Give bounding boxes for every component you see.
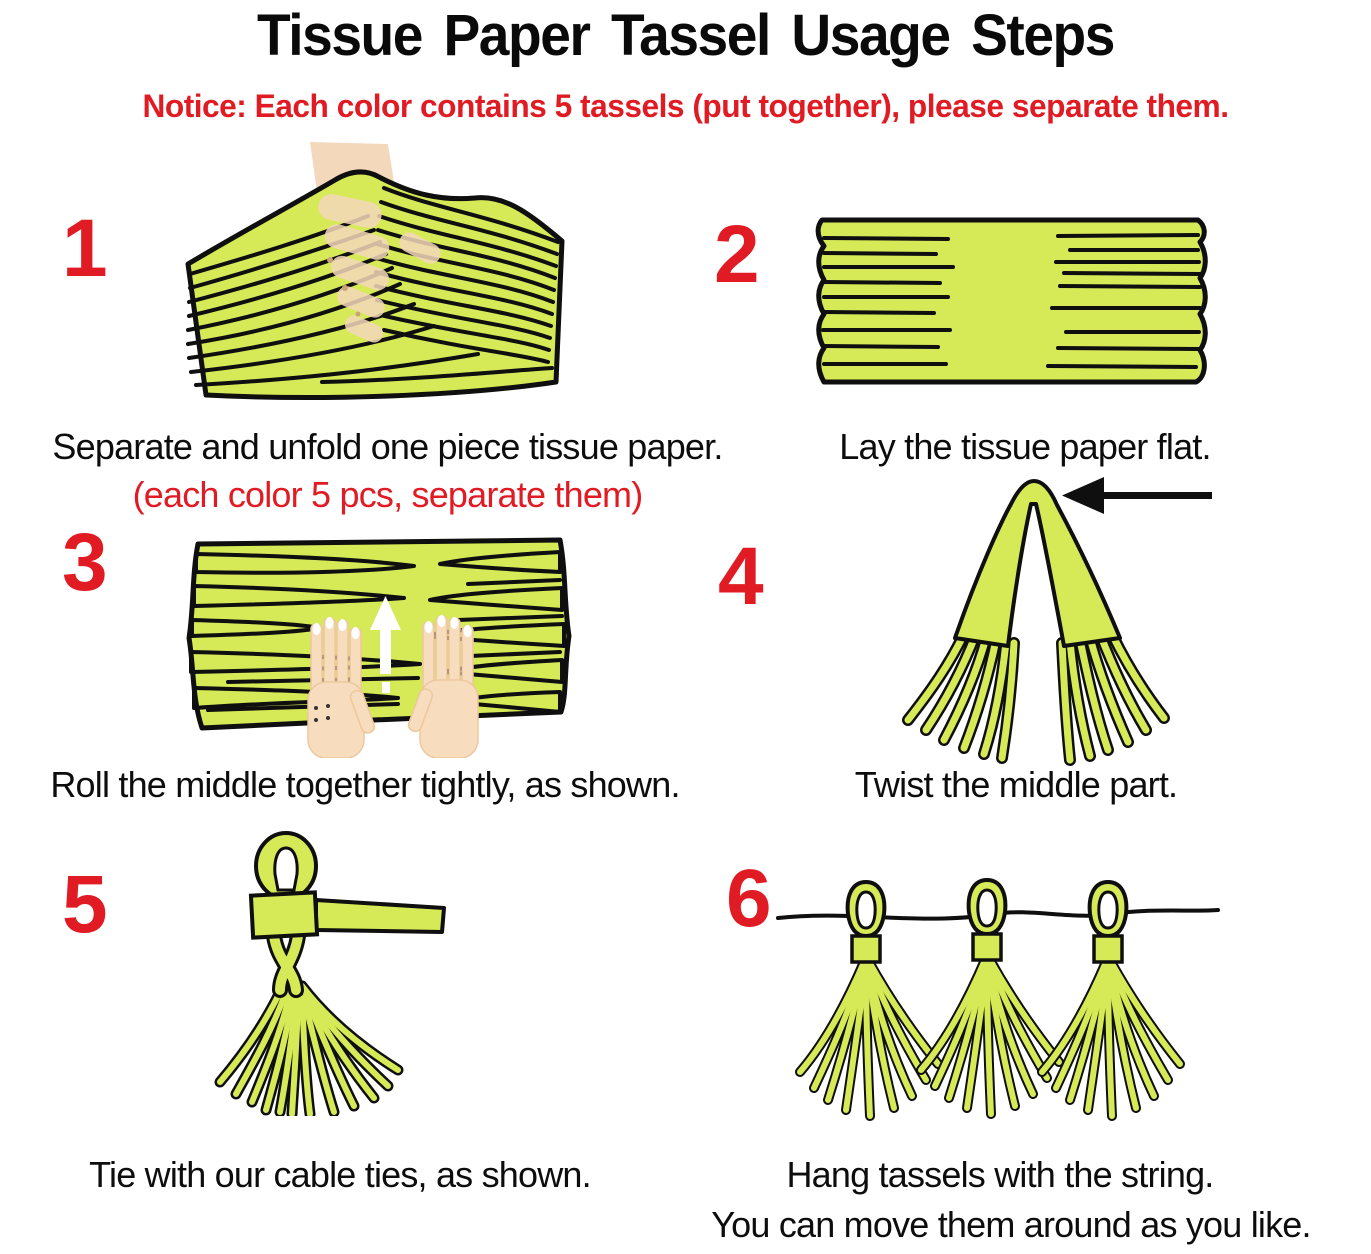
cable-tie-head xyxy=(251,892,317,937)
step-6-caption-line2: You can move them around as you like. xyxy=(711,1204,1311,1245)
step-1-number: 1 xyxy=(62,203,108,294)
step-6-illustration xyxy=(772,868,1224,1158)
step-4-caption: Twist the middle part. xyxy=(854,764,1178,805)
step-5-number: 5 xyxy=(62,859,108,950)
step-3-caption: Roll the middle together tightly, as shown. xyxy=(50,764,680,805)
step-6-number: 6 xyxy=(726,853,772,944)
step-6-caption: Hang tassels with the string. xyxy=(786,1154,1214,1195)
step-4-number: 4 xyxy=(718,531,764,622)
step-1-illustration xyxy=(172,142,572,414)
notice-text: Notice: Each color contains 5 tassels (put together), please separate them. xyxy=(142,88,1229,124)
step-5-illustration xyxy=(198,830,502,1116)
step-2-number: 2 xyxy=(714,209,760,300)
step-3-number: 3 xyxy=(62,517,108,608)
left-arrow-icon xyxy=(1062,477,1212,514)
cable-tie-tail xyxy=(316,900,444,932)
step-5-caption: Tie with our cable ties, as shown. xyxy=(89,1154,591,1195)
step-1-caption: Separate and unfold one piece tissue paper. xyxy=(52,426,723,467)
loop-hole xyxy=(275,848,297,890)
flat-paper xyxy=(818,220,1205,382)
step-4-illustration xyxy=(858,468,1222,768)
step-1-subcaption: (each color 5 pcs, separate them) xyxy=(132,474,643,515)
step-2-illustration xyxy=(808,212,1212,390)
tassel-middle xyxy=(921,880,1059,1114)
page-title: Tissue Paper Tassel Usage Steps xyxy=(256,3,1115,68)
step-3-illustration xyxy=(168,532,584,758)
tassel-right xyxy=(1042,882,1180,1116)
step-2-caption: Lay the tissue paper flat. xyxy=(839,426,1211,467)
